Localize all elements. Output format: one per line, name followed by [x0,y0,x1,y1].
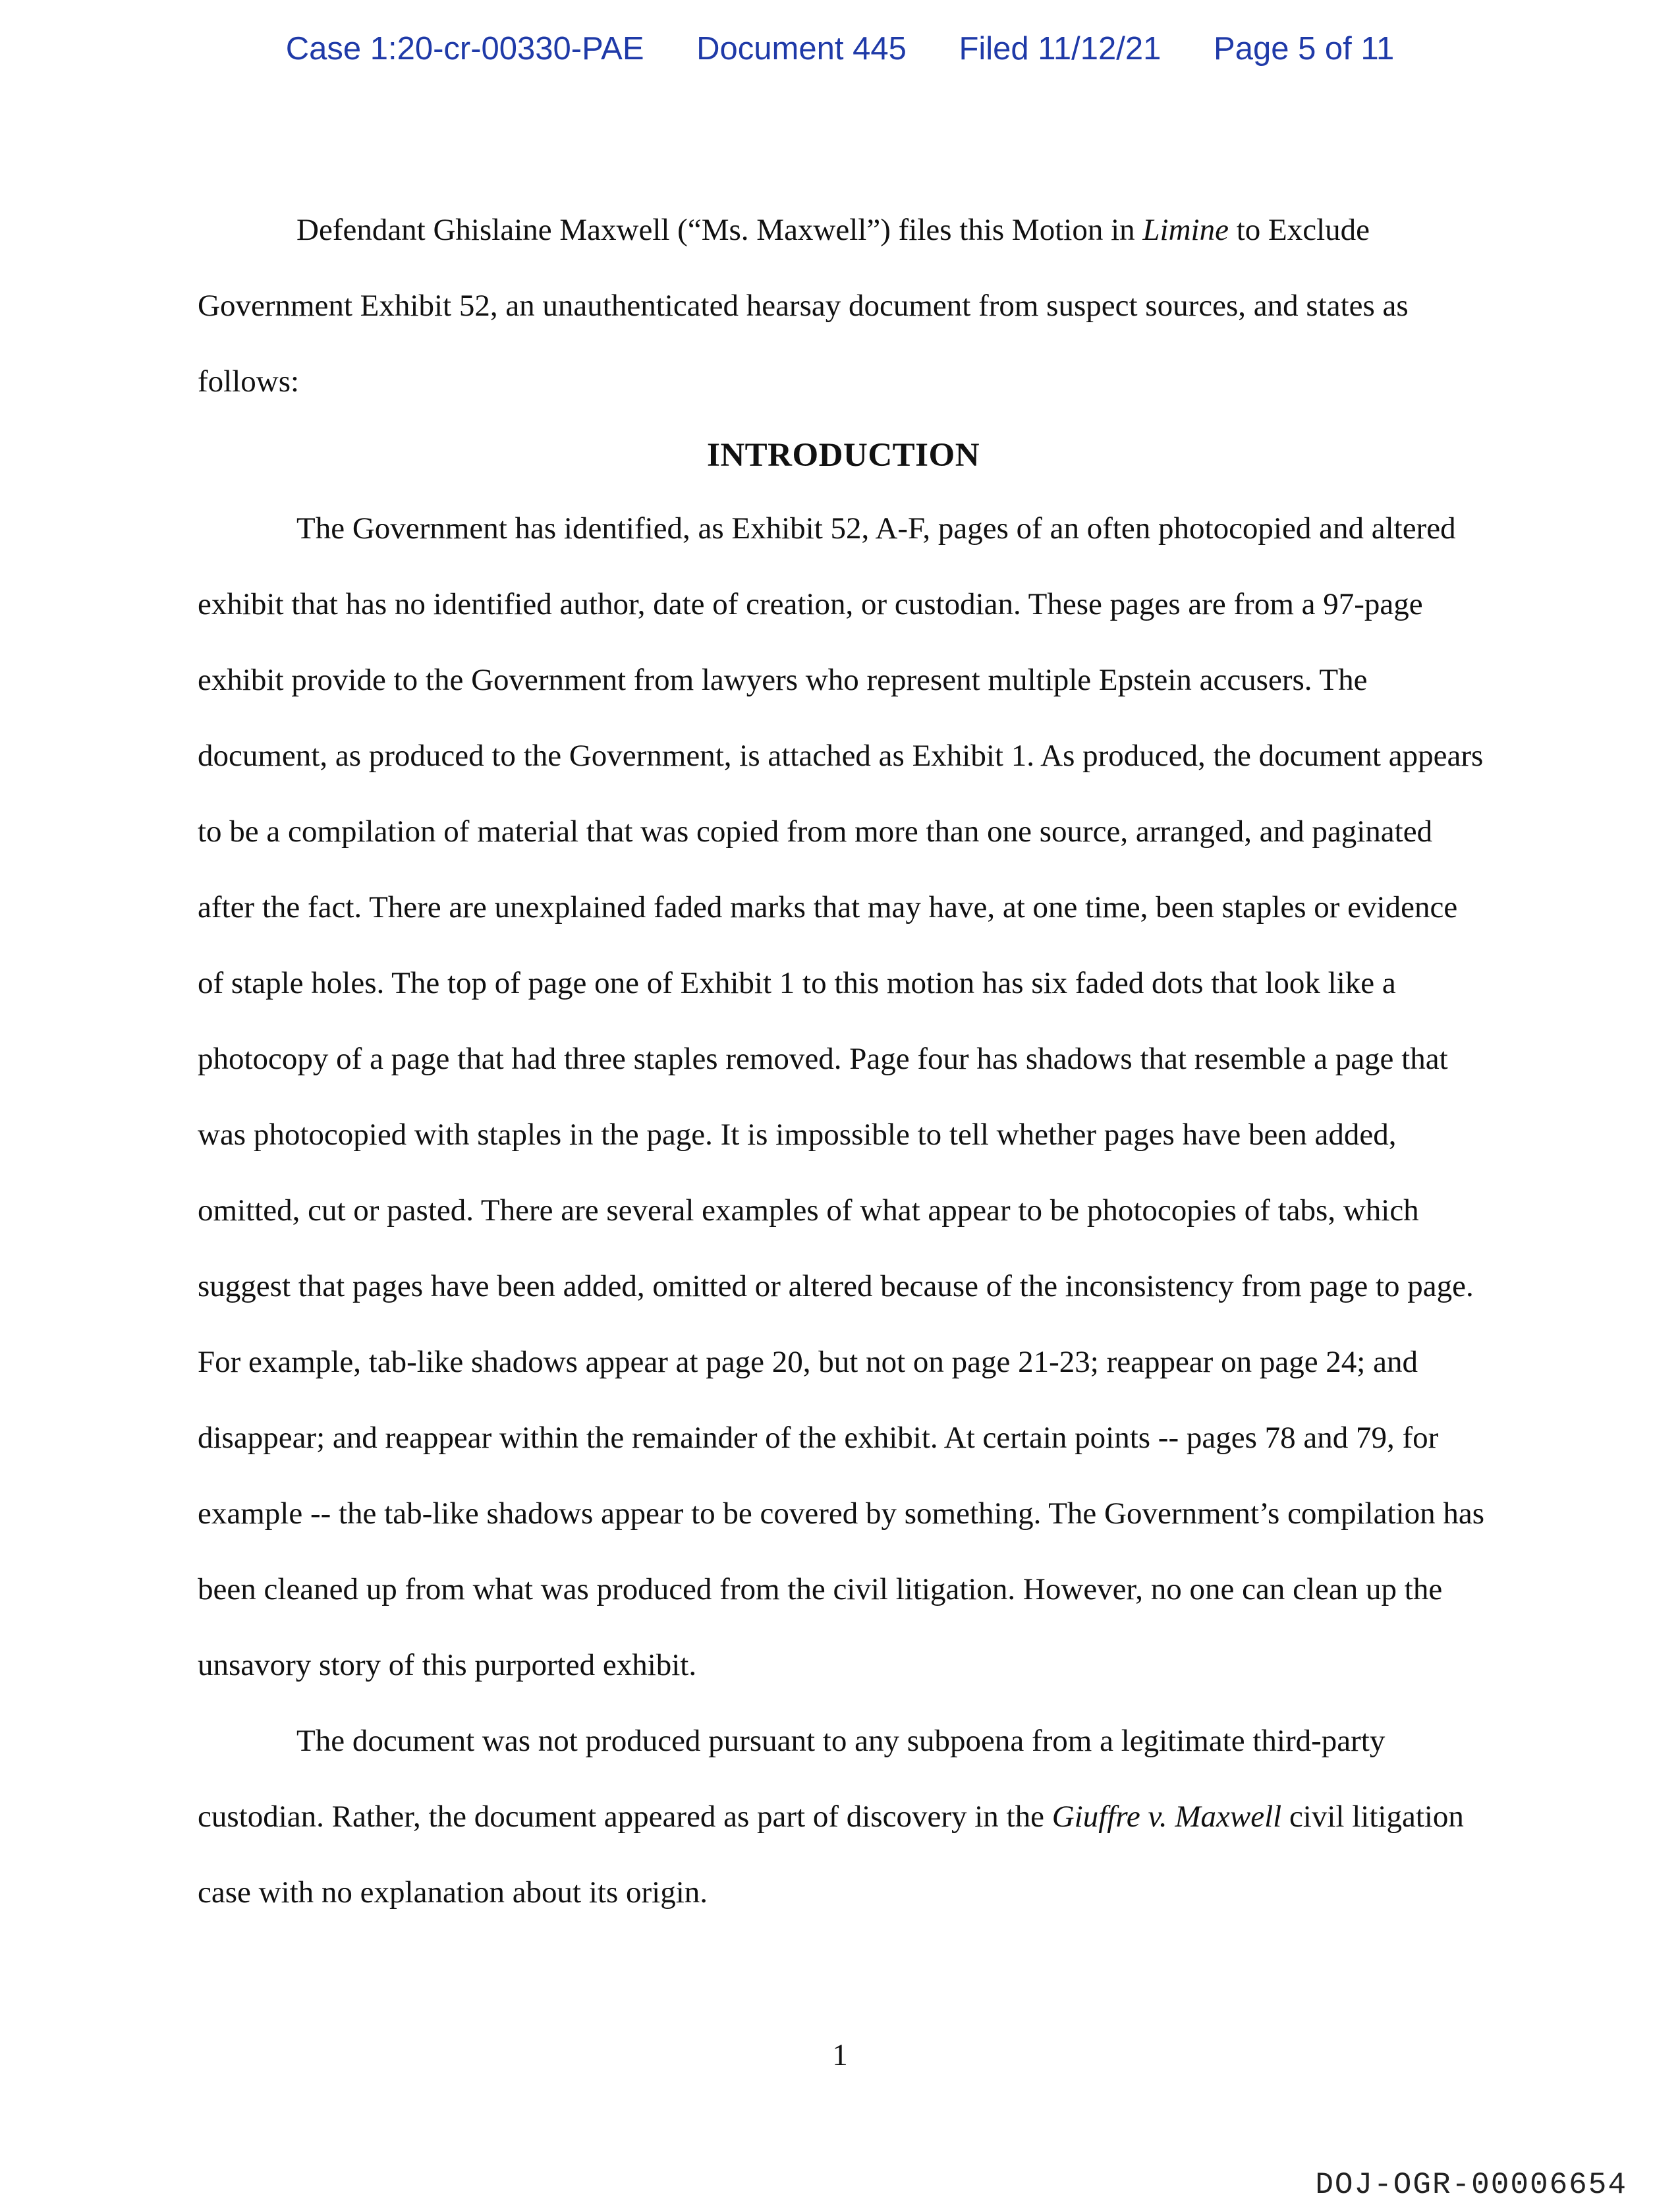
paragraph-opening-text-b: to Exclude Government Exhibit 52, an unauthenticated hearsay document from suspect sources, and states as follows: [198,213,1409,399]
section-heading-introduction: INTRODUCTION [706,437,980,474]
ecf-filing-header [0,30,1680,67]
paragraph-origin-text-b: civil litigation case with no explanation about its origin. [198,1800,1464,1910]
page-of-total: Page 5 of 11 [1214,31,1395,67]
case-number: Case 1:20-cr-00330-PAE [285,31,644,67]
case-name-italic: Giuffre v. Maxwell [1051,1800,1282,1834]
paragraph-opening-text-a: Defendant Ghislaine Maxwell (“Ms. Maxwell”) files this Motion in [296,213,1143,247]
filed-date: Filed 11/12/21 [959,31,1162,67]
paragraph-origin [198,1703,1489,1931]
document-number: Document 445 [696,31,907,67]
paragraph-opening-italic: Limine [1142,213,1229,247]
paragraph-origin-text-a: The document was not produced pursuant to any subpoena from a legitimate third-party custodian. Rather, the document appeared as part of discovery in the [198,1724,1386,1834]
document-body [198,192,1489,1931]
paragraph-introduction: The Government has identified, as Exhibit 52, A-F, pages of an often photocopied and altered exhibit that has no identified author, date of creation, or custodian. These pages are from a 97-page exhibit provide to the Government from lawyers who represent multiple Epstein accusers. The document, as produced to the Government, is attached as Exhibit 1. As produced, the document appears to be a compilation of material that was copied from more than one source, arranged, and paginated after the fact. There are unexplained faded marks that may have, at one time, been staples or evidence of staple holes. The top of page one of Exhibit 1 to this motion has six faded dots that look like a photocopy of a page that had three staples removed. Page four has shadows that resemble a page that was photocopied with staples in the page. It is impossible to tell whether pages have been added, omitted, cut or pasted. There are several examples of what appear to be photocopies of tabs, which suggest that pages have been added, omitted or altered because of the inconsistency from page to page. For example, tab-like shadows appear at page 20, but not on page 21-23; reappear on page 24; and disappear; and reappear within the remainder of the exhibit. At certain points -- pages 78 and 79, for example -- the tab-like shadows appear to be covered by something. The Government’s compilation has been cleaned up from what was produced from the civil litigation. However, no one can clean up the unsavory story of this purported exhibit. [198,511,1484,1682]
bates-number: DOJ-OGR-00006654 [1315,2168,1627,2202]
page-number: 1 [832,2038,848,2072]
paragraph-opening [198,192,1489,420]
